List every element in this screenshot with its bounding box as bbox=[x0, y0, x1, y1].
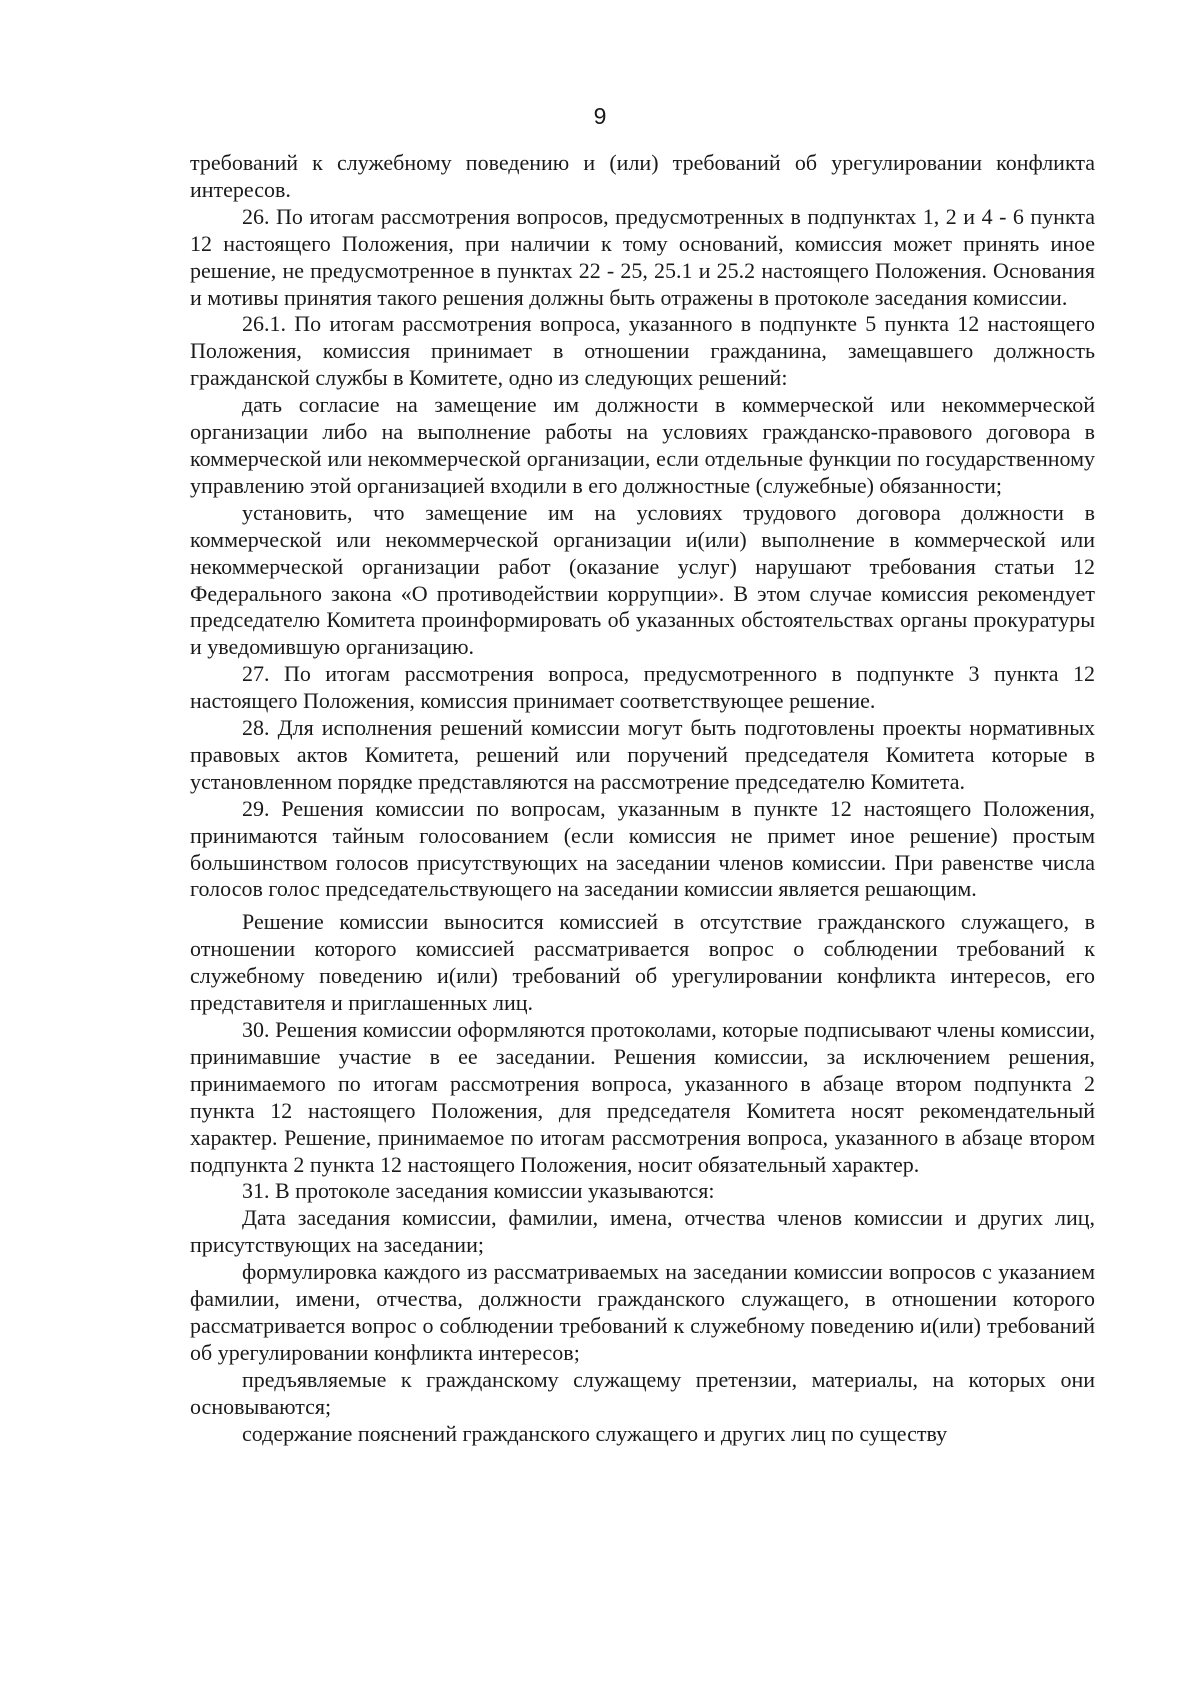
paragraph-item-27: 27. По итогам рассмотрения вопроса, предусмотренного в подпункте 3 пункта 12 настоящего Положения, комиссия принимает соответствующее решение. bbox=[190, 661, 1095, 714]
paragraph-item-26-1: 26.1. По итогам рассмотрения вопроса, указанного в подпункте 5 пункта 12 настоящего Положения, комиссия принимает в отношении гражданина, замещавшего должность гражданской службы в Комитете, одно из следующих решений: bbox=[190, 311, 1095, 391]
paragraph-item-31: 31. В протоколе заседания комиссии указываются: bbox=[242, 1178, 715, 1204]
page-number: 9 bbox=[593, 103, 607, 129]
paragraph-decision-consent: дать согласие на замещение им должности в коммерческой или некоммерческой организации либо на выполнение работы на условиях гражданско-правового договора в коммерческой или некоммерческой организации, если отдельные функции по государственному управлению этой организацией входили в его должностные (служебные) обязанности; bbox=[190, 392, 1095, 498]
paragraph-decision-absence: Решение комиссии выносится комиссией в отсутствие гражданского служащего, в отношении которого комиссией рассматривается вопрос о соблюдении требований к служебному поведению и(или) требований об урегулировании конфликта интересов, его представителя и приглашенных лиц. bbox=[190, 909, 1095, 1016]
paragraph-item-29: 29. Решения комиссии по вопросам, указанным в пункте 12 настоящего Положения, принимаются тайным голосованием (если комиссия не примет иное решение) простым большинством голосов присутствующих на заседании членов комиссии. При равенстве числа голосов голос председательствующего на заседании комиссии является решающим. bbox=[190, 795, 1095, 902]
paragraph-item-28: 28. Для исполнения решений комиссии могут быть подготовлены проекты нормативных правовых актов Комитета, решений или поручений председателя Комитета которые в установленном порядке представляются на рассмотрение председателю Комитета. bbox=[190, 715, 1095, 794]
paragraph-item-30: 30. Решения комиссии оформляются протоколами, которые подписывают члены комиссии, принимавшие участие в ее заседании. Решения комиссии, за исключением решения, принимаемого по итогам рассмотрения вопроса, указанного в абзаце втором подпункта 2 пункта 12 настоящего Положения, для председателя Комитета носят рекомендательный характер. Решение, принимаемое по итогам рассмотрения вопроса, указанного в абзаце втором подпункта 2 пункта 12 настоящего Положения, носит обязательный характер. bbox=[190, 1017, 1095, 1177]
paragraph-item-26: 26. По итогам рассмотрения вопросов, предусмотренных в подпунктах 1, 2 и 4 - 6 пункта 12 настоящего Положения, при наличии к тому оснований, комиссия может принять иное решение, не предусмотренное в пунктах 22 - 25, 25.1 и 25.2 настоящего Положения. Основания и мотивы принятия такого решения должны быть отражены в протоколе заседания комиссии. bbox=[190, 203, 1095, 310]
paragraph-protocol-claims: предъявляемые к гражданскому служащему претензии, материалы, на которых они основываются; bbox=[190, 1366, 1095, 1419]
paragraph-decision-violation: установить, что замещение им на условиях трудового договора должности в коммерческой или некоммерческой организации и(или) выполнение в коммерческой или некоммерческой организации работ (оказание услуг) нарушают требования статьи 12 Федерального закона «О противодействии коррупции». В этом случае комиссия рекомендует председателю Комитета проинформировать об указанных обстоятельствах органы прокуратуры и уведомившую организацию. bbox=[190, 499, 1095, 660]
paragraph-continuation: требований к служебному поведению и (или) требований об урегулировании конфликта интересов. bbox=[190, 150, 1095, 202]
document-body bbox=[190, 150, 1095, 1448]
paragraph-protocol-questions: формулировка каждого из рассматриваемых на заседании комиссии вопросов с указанием фамилии, имени, отчества, должности гражданского служащего, в отношении которого рассматривается вопрос о соблюдении требований к служебному поведению и(или) требований об урегулировании конфликта интересов; bbox=[190, 1259, 1095, 1365]
paragraph-protocol-explanations: содержание пояснений гражданского служащего и других лиц по существу bbox=[242, 1420, 948, 1446]
paragraph-protocol-date: Дата заседания комиссии, фамилии, имена, отчества членов комиссии и других лиц, присутствующих на заседании; bbox=[190, 1205, 1095, 1258]
